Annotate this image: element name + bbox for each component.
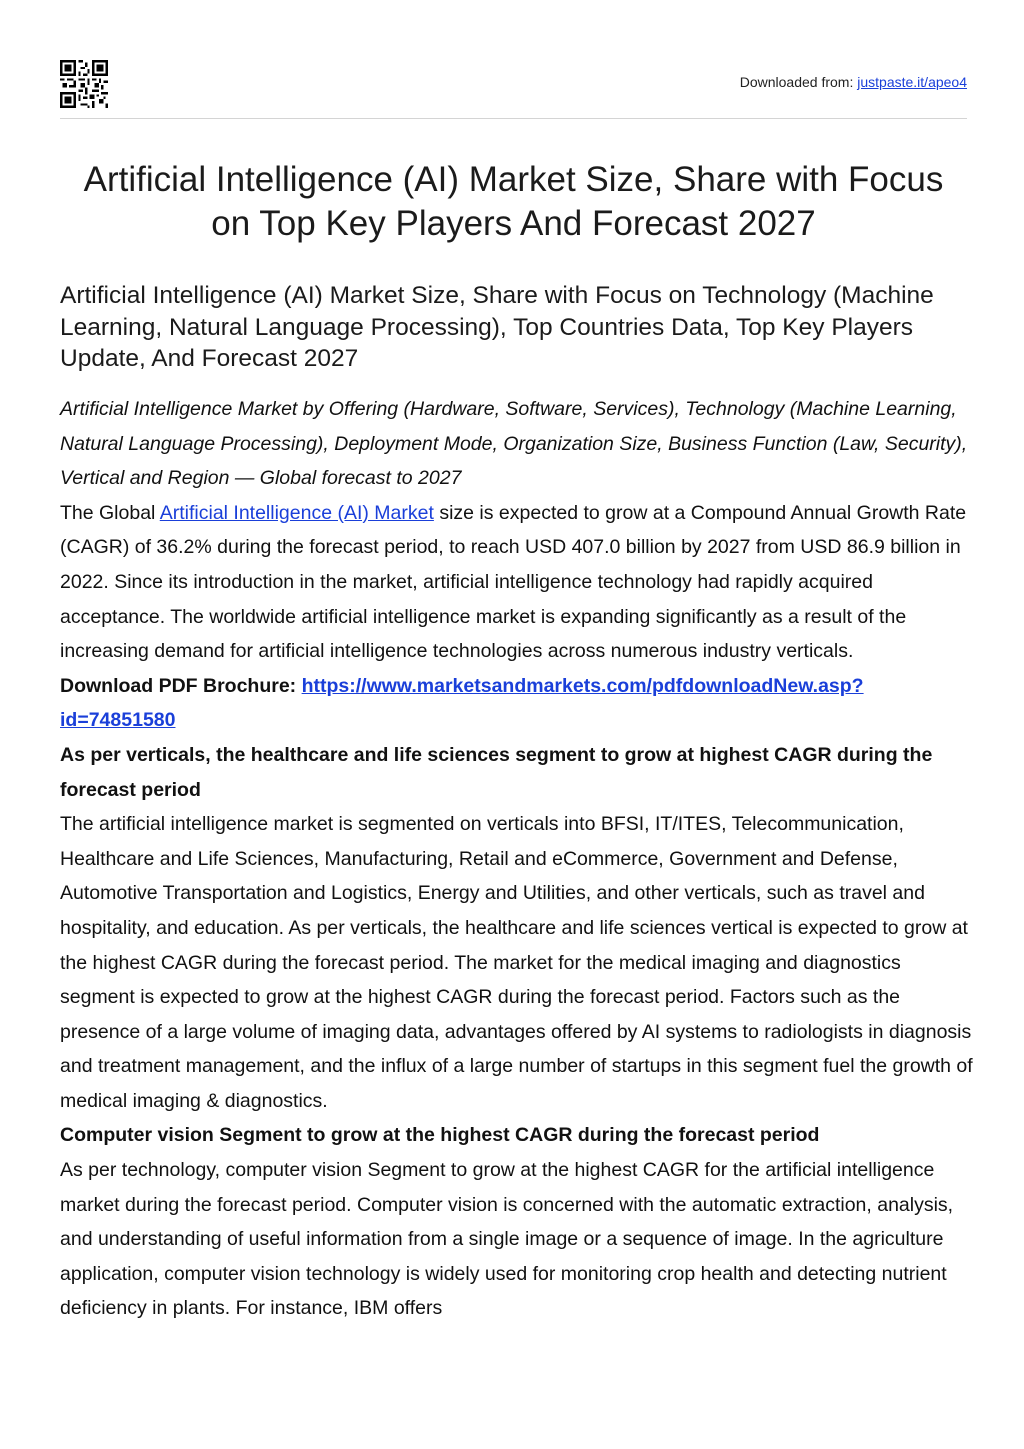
brochure-line — [60, 669, 975, 738]
market-overview-paragraph — [60, 496, 975, 669]
brochure-label: Download PDF Brochure: — [60, 674, 302, 697]
page-title: Artificial Intelligence (AI) Market Size, Share with Focus on Top Key Players And Forecast 2027 — [83, 160, 944, 243]
section-text-verticals: The artificial intelligence market is segmented on verticals into BFSI, IT/ITES, Telecommunication, Healthcare and Life Sciences, Manufacturing, Retail and eCommerce, Government and Defense, Automotive Transportation and Logistics, Energy and Utilities, and other verticals, such as travel and hospitality, and education. As per verticals, the healthcare and life sciences vertical is expected to grow at the highest CAGR during the forecast period. The market for the medical imaging and diagnostics segment is expected to grow at the highest CAGR during the forecast period. Factors such as the presence of a large volume of imaging data, advantages offered by AI systems to radiologists in diagnosis and treatment management, and the influx of a large number of startups in this segment fuel the growth of medical imaging & diagnostics. — [60, 813, 973, 1112]
source-link[interactable]: justpaste.it/apeo4 — [857, 74, 967, 90]
download-source — [740, 74, 967, 90]
page-subtitle: Artificial Intelligence (AI) Market Size, Share with Focus on Technology (Machine Learning, Natural Language Processing), Top Countries Data, Top Key Players Update, And Forecast 2027 — [60, 282, 934, 372]
section-heading-verticals: As per verticals, the healthcare and life sciences segment to grow at highest CAGR during the forecast period — [60, 743, 933, 801]
brochure-url-part2: id=74851580 — [60, 709, 176, 732]
download-prefix: Downloaded from: — [739, 74, 858, 90]
article-body — [60, 392, 975, 1326]
intro-text: Artificial Intelligence Market by Offering (Hardware, Software, Services), Technology (Machine Learning, Natural Language Processing), Deployment Mode, Organization Size, Business Function (Law, Security), Vertical and Region — Global forecast to 2027 — [60, 398, 968, 490]
brochure-url-part1: https://www.marketsandmarkets.com/pdfdownloadNew.asp? — [301, 674, 864, 697]
page-header — [60, 58, 967, 119]
section-heading-computer-vision: Computer vision Segment to grow at the highest CAGR during the forecast period — [60, 1124, 820, 1147]
section-text-computer-vision: As per technology, computer vision Segment to grow at the highest CAGR for the artificial intelligence market during the forecast period. Computer vision is concerned with the automatic extraction, analysis, and understanding of useful information from a single image or a sequence of image. In the agriculture application, computer vision technology is widely used for monitoring crop health and detecting nutrient deficiency in plants. For instance, IBM offers — [60, 1159, 954, 1320]
ai-market-link[interactable]: Artificial Intelligence (AI) Market — [159, 501, 434, 524]
qr-code-icon — [60, 60, 108, 108]
overview-text-before: The Global — [60, 501, 160, 524]
overview-text-after: size is expected to grow at a Compound Annual Growth Rate (CAGR) of 36.2% during the forecast period, to reach USD 407.0 billion by 2027 from USD 86.9 billion in 2022. Since its introduction in the market, artificial intelligence technology had rapidly acquired acceptance. The worldwide artificial intelligence market is expanding significantly as a result of the increasing demand for artificial intelligence technologies across numerous industry verticals. — [60, 501, 967, 663]
